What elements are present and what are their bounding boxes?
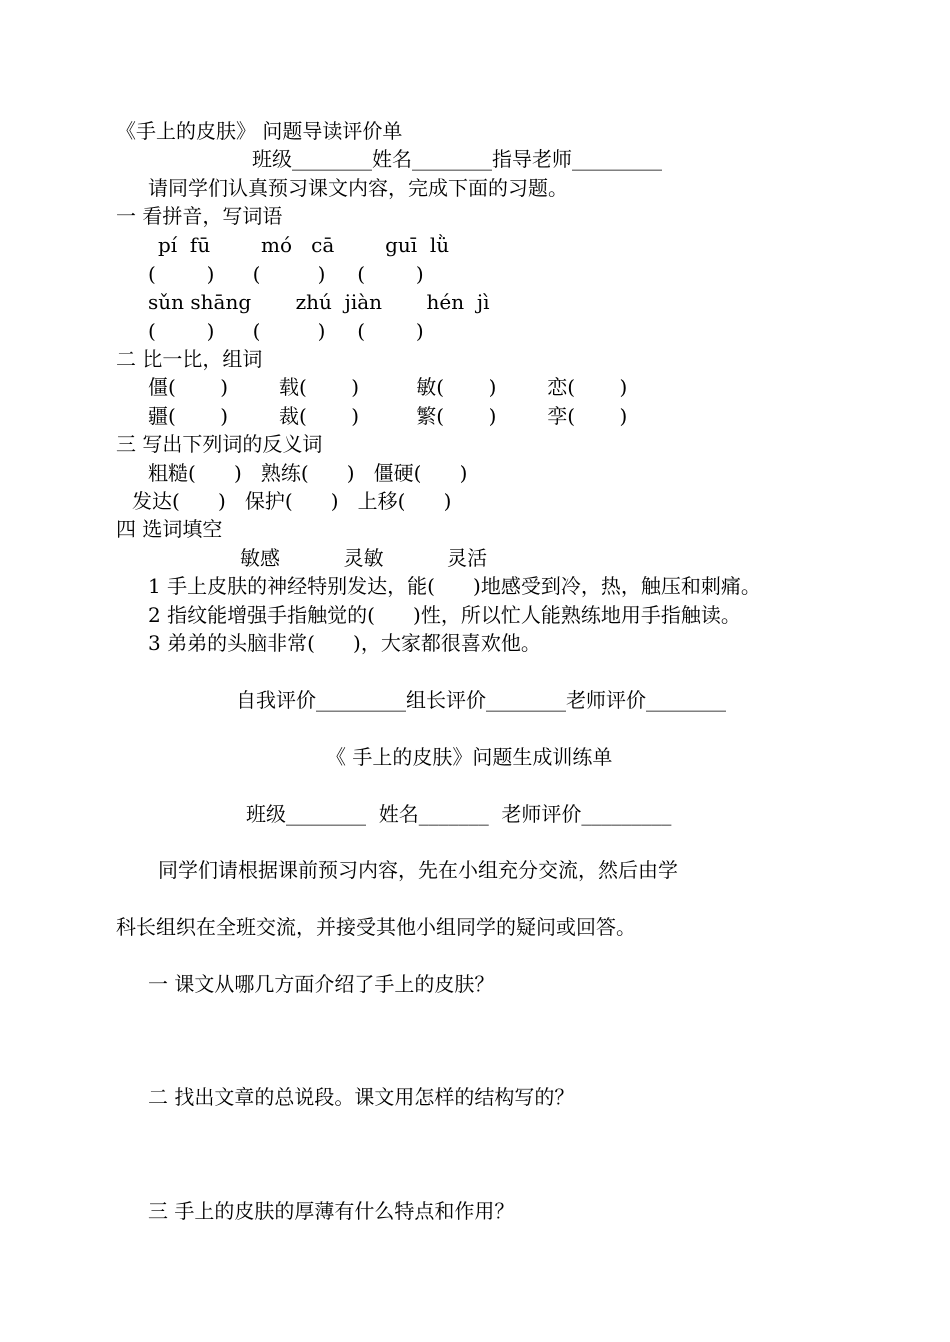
section1-pinyin-row2: sǔn shāng zhú jiàn hén jì	[148, 290, 490, 314]
sheet2-question-1: 一 课文从哪几方面介绍了手上的皮肤？	[148, 972, 495, 996]
section4-question-3: 3 弟弟的头脑非常( )，大家都很喜欢他。	[148, 631, 541, 655]
section2-row1: 僵( ) 载( ) 敏( ) 恋( )	[148, 375, 628, 399]
section3-row2: 发达( ) 保护( ) 上移( )	[132, 489, 452, 513]
section4-heading: 四 选词填空	[116, 517, 223, 541]
sheet2-question-2: 二 找出文章的总说段。课文用怎样的结构写的？	[148, 1085, 575, 1109]
section4-question-1: 1 手上皮肤的神经特别发达，能( )地感受到冷，热，触压和刺痛。	[148, 574, 761, 598]
section1-pinyin-row1: pí fū mó cā guī lǜ	[158, 233, 450, 257]
section3-heading: 三 写出下列词的反义词	[116, 432, 323, 456]
sheet2-intro-line1: 同学们请根据课前预习内容，先在小组充分交流，然后由学	[158, 858, 678, 882]
section1-heading: 一 看拼音，写词语	[116, 204, 283, 228]
section2-heading: 二 比一比，组词	[116, 347, 263, 371]
sheet2-intro-line2: 科长组织在全班交流，并接受其他小组同学的疑问或回答。	[116, 915, 636, 939]
section4-question-2: 2 指纹能增强手指触觉的( )性，所以忙人能熟练地用手指触读。	[148, 603, 741, 627]
sheet1-intro: 请同学们认真预习课文内容，完成下面的习题。	[148, 176, 568, 200]
sheet2-title: 《 手上的皮肤》问题生成训练单	[326, 745, 613, 769]
sheet1-title: 《手上的皮肤》 问题导读评价单	[116, 119, 403, 143]
section3-row1: 粗糙( ) 熟练( ) 僵硬( )	[148, 461, 468, 485]
sheet1-info-line: 班级________姓名________指导老师_________	[252, 147, 662, 171]
section2-row2: 疆( ) 裁( ) 繁( ) 孪( )	[148, 404, 628, 428]
sheet2-info-line: 班级________ 姓名_______ 老师评价_________	[246, 802, 672, 826]
section1-blanks-row2: ( ) ( ) ( )	[148, 319, 424, 343]
section1-blanks-row1: ( ) ( ) ( )	[148, 262, 424, 286]
evaluation-line: 自我评价_________组长评价________老师评价________	[236, 688, 726, 712]
sheet2-question-3: 三 手上的皮肤的厚薄有什么特点和作用？	[148, 1199, 515, 1223]
section4-options: 敏感 灵敏 灵活	[240, 546, 488, 570]
